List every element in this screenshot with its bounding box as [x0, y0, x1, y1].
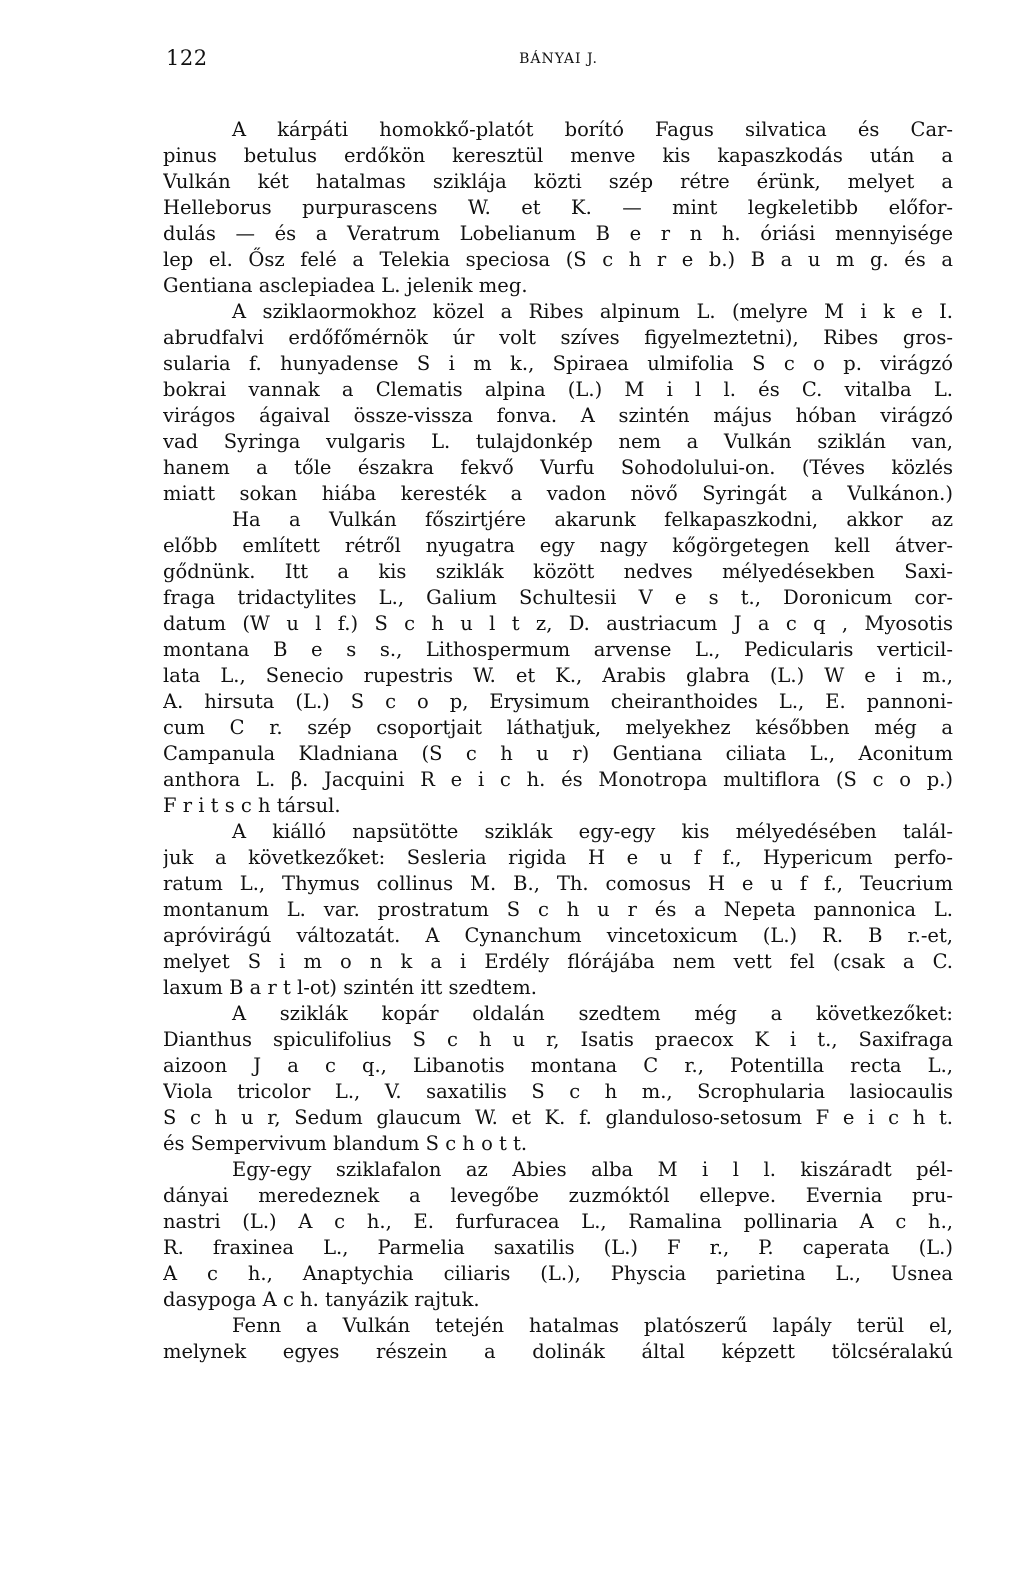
- body-text: [163, 117, 953, 1365]
- text-line: lep el. Ősz felé a Telekia speciosa (S c h r e b.) B a u m g. és a: [163, 248, 953, 271]
- text-line: laxum B a r t l-ot) szintén itt szedtem.: [163, 976, 537, 999]
- text-line: miatt sokan hiába keresték a vadon növő Syringát a Vulkánon.): [163, 482, 953, 505]
- text-line: cum C r. szép csoportjait láthatjuk, melyekhez későbben még a: [163, 716, 953, 739]
- text-line: dasypoga A c h. tanyázik rajtuk.: [163, 1288, 480, 1311]
- text-line: Ha a Vulkán főszirtjére akarunk felkapaszkodni, akkor az: [232, 508, 953, 531]
- running-title: BÁNYAI J.: [519, 51, 598, 67]
- text-line: fraga tridactylites L., Galium Schultesii V e s t., Doronicum cor-: [163, 586, 953, 609]
- text-line: apróvirágú változatát. A Cynanchum vincetoxicum (L.) R. B r.-et,: [163, 924, 953, 947]
- text-line: Fenn a Vulkán tetején hatalmas platószerű lapály terül el,: [232, 1314, 953, 1337]
- text-line: aizoon J a c q., Libanotis montana C r., Potentilla recta L.,: [163, 1054, 953, 1077]
- text-line: juk a következőket: Sesleria rigida H e u f f., Hypericum perfo-: [163, 846, 953, 869]
- text-line: Helleborus purpurascens W. et K. — mint legkeletibb előfor-: [163, 196, 953, 219]
- text-line: dányai meredeznek a levegőbe zuzmóktól ellepve. Evernia pru-: [163, 1184, 953, 1207]
- text-line: melynek egyes részein a dolinák által képzett tölcséralakú: [163, 1340, 953, 1363]
- text-line: lata L., Senecio rupestris W. et K., Arabis glabra (L.) W e i m.,: [163, 664, 953, 687]
- text-line: Dianthus spiculifolius S c h u r, Isatis praecox K i t., Saxifraga: [163, 1028, 953, 1051]
- text-line: hanem a tőle északra fekvő Vurfu Sohodolului-on. (Téves közlés: [163, 456, 953, 479]
- text-line: pinus betulus erdőkön keresztül menve kis kapaszkodás után a: [163, 144, 953, 167]
- text-line: montanum L. var. prostratum S c h u r és a Nepeta pannonica L.: [163, 898, 953, 921]
- text-line: Viola tricolor L., V. saxatilis S c h m., Scrophularia lasiocaulis: [163, 1080, 953, 1103]
- text-line: montana B e s s., Lithospermum arvense L., Pedicularis verticil-: [163, 638, 953, 661]
- text-line: és Sempervivum blandum S c h o t t.: [163, 1132, 528, 1155]
- text-line: ratum L., Thymus collinus M. B., Th. comosus H e u f f., Teucrium: [163, 872, 953, 895]
- text-line: A sziklák kopár oldalán szedtem még a következőket:: [232, 1002, 953, 1025]
- text-line: dulás — és a Veratrum Lobelianum B e r n h. óriási mennyisége: [163, 222, 953, 245]
- text-line: melyet S i m o n k a i Erdély flórájába nem vett fel (csak a C.: [163, 950, 953, 973]
- text-line: Campanula Kladniana (S c h u r) Gentiana ciliata L., Aconitum: [163, 742, 953, 765]
- page-header: [166, 46, 951, 76]
- text-line: F r i t s c h társul.: [163, 794, 341, 817]
- text-line: virágos ágaival össze-vissza fonva. A szintén május hóban virágzó: [163, 404, 953, 427]
- text-line: vad Syringa vulgaris L. tulajdonkép nem a Vulkán sziklán van,: [163, 430, 953, 453]
- text-line: nastri (L.) A c h., E. furfuracea L., Ramalina pollinaria A c h.,: [163, 1210, 953, 1233]
- text-line: A. hirsuta (L.) S c o p, Erysimum cheiranthoides L., E. pannoni-: [163, 690, 953, 713]
- text-line: datum (W u l f.) S c h u l t z, D. austriacum J a c q , Myosotis: [163, 612, 953, 635]
- text-line: Egy-egy sziklafalon az Abies alba M i l l. kiszáradt pél-: [232, 1158, 953, 1181]
- text-line: sularia f. hunyadense S i m k., Spiraea ulmifolia S c o p. virágzó: [163, 352, 953, 375]
- text-line: S c h u r, Sedum glaucum W. et K. f. glanduloso-setosum F e i c h t.: [163, 1106, 953, 1129]
- text-line: bokrai vannak a Clematis alpina (L.) M i l l. és C. vitalba L.: [163, 378, 953, 401]
- text-line: abrudfalvi erdőfőmérnök úr volt szíves figyelmeztetni), Ribes gros-: [163, 326, 953, 349]
- page-number: 122: [166, 46, 208, 70]
- text-line: Vulkán két hatalmas sziklája közti szép rétre érünk, melyet a: [163, 170, 953, 193]
- text-line: előbb említett rétről nyugatra egy nagy kőgörgetegen kell átver-: [163, 534, 953, 557]
- text-line: gődnünk. Itt a kis sziklák között nedves mélyedésekben Saxi-: [163, 560, 953, 583]
- text-line: anthora L. β. Jacquini R e i c h. és Monotropa multiflora (S c o p.): [163, 768, 953, 791]
- text-line: A sziklaormokhoz közel a Ribes alpinum L. (melyre M i k e I.: [232, 300, 953, 323]
- text-line: R. fraxinea L., Parmelia saxatilis (L.) F r., P. caperata (L.): [163, 1236, 953, 1259]
- text-line: Gentiana asclepiadea L. jelenik meg.: [163, 274, 528, 297]
- text-line: A kárpáti homokkő-platót borító Fagus silvatica és Car-: [232, 118, 953, 141]
- text-line: A kiálló napsütötte sziklák egy-egy kis mélyedésében talál-: [232, 820, 953, 843]
- text-line: A c h., Anaptychia ciliaris (L.), Physcia parietina L., Usnea: [163, 1262, 953, 1285]
